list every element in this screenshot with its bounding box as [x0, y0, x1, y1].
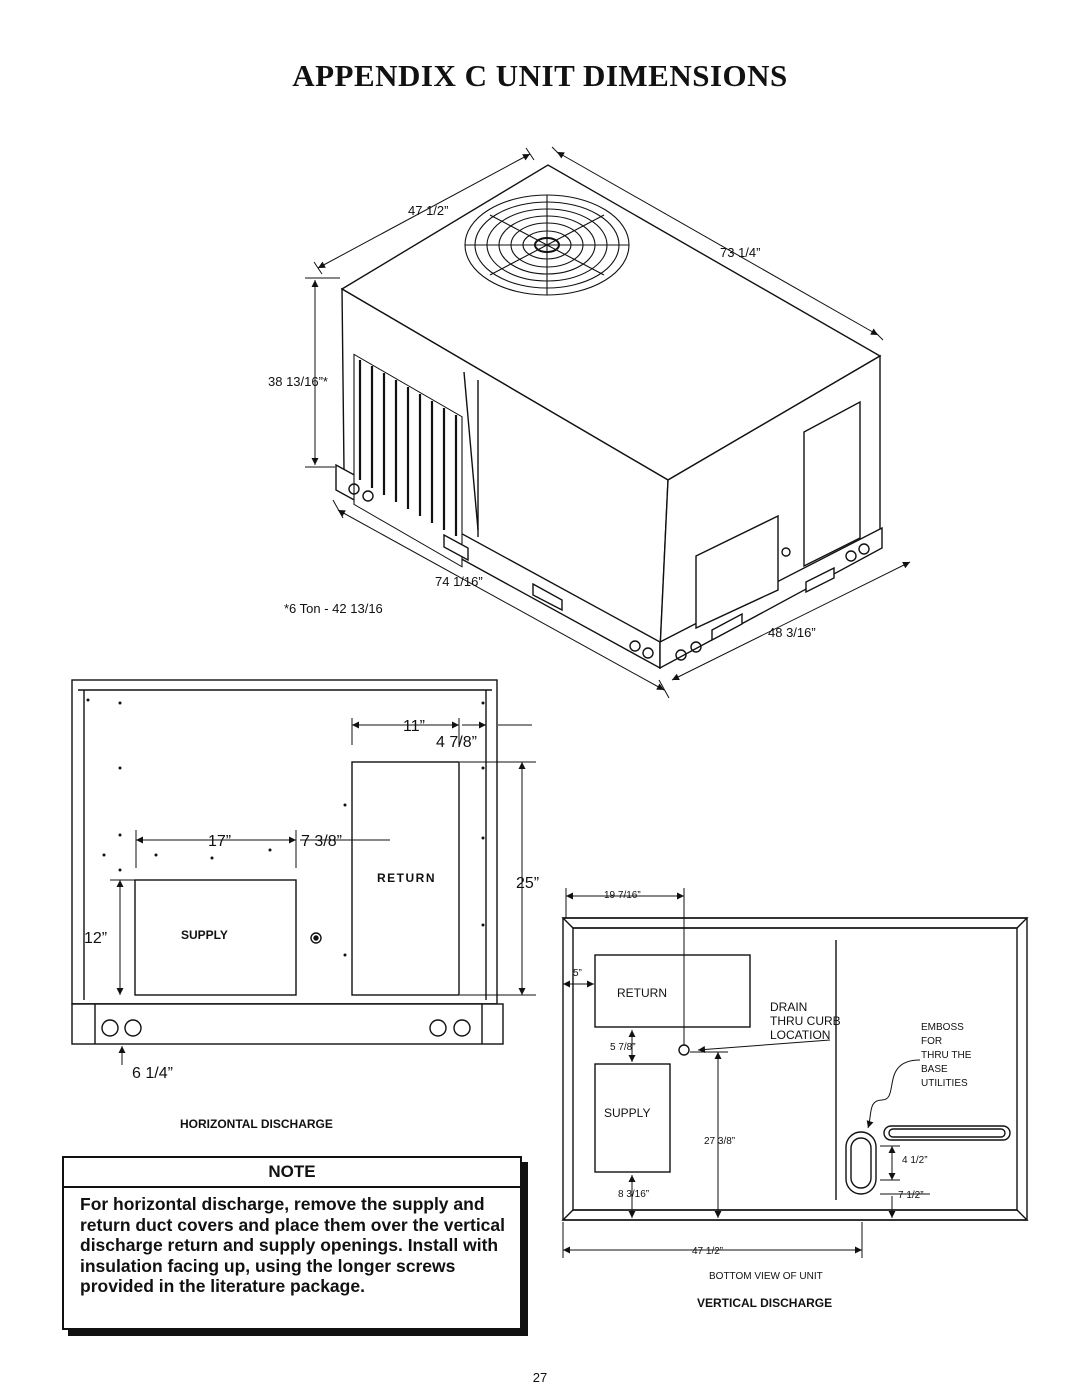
dim-gap: 5 7/8” — [610, 1042, 636, 1053]
dim-base: 6 1/4” — [132, 1065, 173, 1082]
emboss-label-line-4: BASE — [921, 1064, 948, 1075]
bottom-supply-label: SUPPLY — [604, 1106, 651, 1120]
dim-return-offset: 19 7/16” — [604, 890, 641, 901]
bottom-return-label: RETURN — [617, 986, 667, 1000]
note-title: NOTE — [268, 1162, 316, 1181]
iso-height-dimension: 38 13/16”* — [268, 374, 328, 389]
drain-label-line-1: DRAIN — [770, 1000, 808, 1014]
page-title: APPENDIX C UNIT DIMENSIONS — [292, 58, 788, 93]
iso-width-dimension: 47 1/2” — [408, 203, 449, 218]
dim-slot: 4 1/2” — [902, 1155, 928, 1166]
return-label: RETURN — [377, 871, 436, 885]
note-box — [62, 1156, 522, 1330]
dim-drain: 27 3/8” — [704, 1136, 736, 1147]
dim-return-width: 11” — [403, 718, 425, 735]
bottom-view-label: BOTTOM VIEW OF UNIT — [709, 1271, 823, 1282]
drain-label-line-2: THRU CURB — [770, 1014, 841, 1028]
emboss-label-line-3: THRU THE — [921, 1050, 972, 1061]
vertical-caption: VERTICAL DISCHARGE — [697, 1296, 833, 1310]
horizontal-caption: HORIZONTAL DISCHARGE — [180, 1117, 333, 1131]
note-divider — [64, 1186, 520, 1188]
iso-depth-dimension: 73 1/4” — [720, 245, 761, 260]
isometric-unit — [336, 165, 882, 668]
iso-base-width-dimension: 48 3/16” — [768, 625, 816, 640]
dim-left-edge: 5” — [573, 968, 582, 979]
dim-overall-width: 47 1/2” — [692, 1246, 724, 1257]
dim-slot-edge: 7 1/2” — [898, 1190, 924, 1201]
dim-supply-width: 17” — [208, 833, 232, 850]
supply-label: SUPPLY — [181, 928, 228, 942]
iso-base-length-dimension: 74 1/16” — [435, 574, 483, 589]
dim-supply-height: 12” — [84, 930, 108, 947]
emboss-label-line-1: EMBOSS — [921, 1022, 964, 1033]
bottom-view — [563, 918, 1027, 1220]
dim-supply-edge: 7 3/8” — [301, 833, 342, 850]
dim-return-edge: 4 7/8” — [436, 734, 477, 751]
emboss-label-line-5: UTILITIES — [921, 1078, 968, 1089]
emboss-label-line-2: FOR — [921, 1036, 943, 1047]
page-number: 27 — [532, 1370, 548, 1385]
dim-bottom: 8 3/16” — [618, 1189, 650, 1200]
drain-label-line-3: LOCATION — [770, 1028, 831, 1042]
iso-footnote: *6 Ton - 42 13/16 — [284, 601, 383, 616]
dim-return-height: 25” — [516, 875, 540, 892]
note-text: For horizontal discharge, remove the supply and return duct covers and place them over the vertical discharge return and supply openings. Install with insulation facing up, using the longer screws provided in the literature package. — [80, 1194, 506, 1296]
